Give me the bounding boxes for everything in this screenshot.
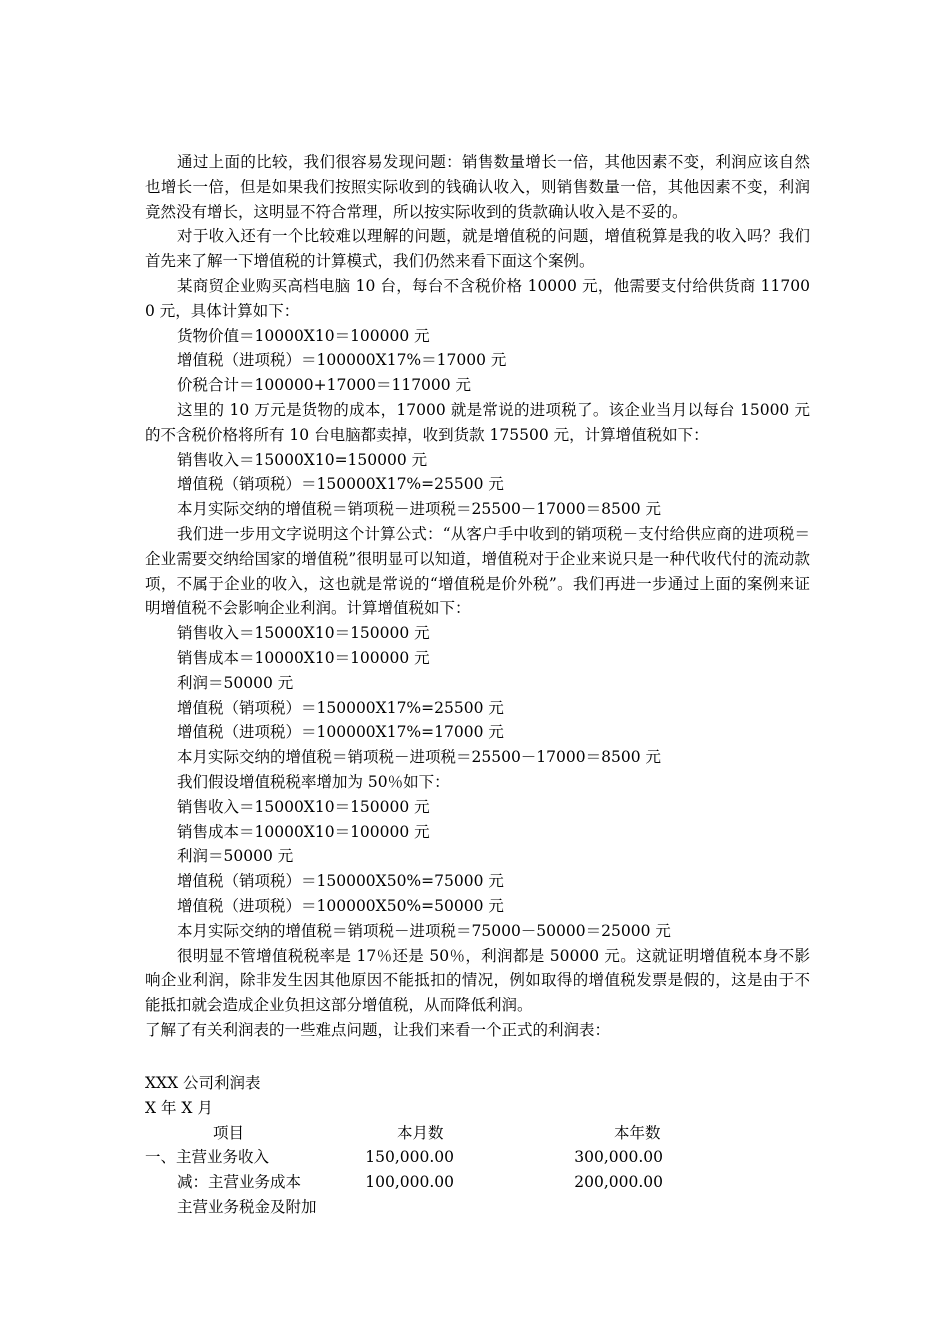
report-period: X 年 X 月 xyxy=(145,1098,213,1117)
report-row xyxy=(145,1170,810,1195)
report-header-row xyxy=(145,1121,810,1146)
paragraph: 货物价值＝10000X10＝100000 元 xyxy=(177,326,430,345)
row-month: 100,000.00 xyxy=(365,1173,454,1192)
paragraph: 销售成本＝10000X10＝100000 元 xyxy=(177,648,430,667)
paragraph: 通过上面的比较，我们很容易发现问题：销售数量增长一倍，其他因素不变，利润应该自然也增长一倍，但是如果我们按照实际收到的钱确认收入，则销售数量一倍，其他因素不变，利润竟然没有增长，这明显不符合常理，所以按实际收到的货款确认收入是不妥的。 xyxy=(145,153,810,221)
paragraph: 增值税（销项税）＝150000X17%=25500 元 xyxy=(177,698,504,717)
paragraph: 我们进一步用文字说明这个计算公式：“从客户手中收到的销项税－支付给供应商的进项税＝企业需要交纳给国家的增值税”很明显可以知道，增值税对于企业来说只是一种代收代付的流动款项，不属于企业的收入，这也就是常说的“增值税是价外税”。我们再进一步通过上面的案例来证明增值税不会影响企业利润。计算增值税如下： xyxy=(145,524,810,618)
paragraph: 增值税（进项税）＝100000X17%＝17000 元 xyxy=(177,351,507,370)
paragraph: 销售成本＝10000X10＝100000 元 xyxy=(177,822,430,841)
paragraph: 增值税（进项税）＝100000X50%=50000 元 xyxy=(177,896,504,915)
paragraph: 销售收入＝15000X10＝150000 元 xyxy=(177,797,430,816)
paragraph: 对于收入还有一个比较难以理解的问题，就是增值税的问题，增值税算是我的收入吗？我们首先来了解一下增值税的计算模式，我们仍然来看下面这个案例。 xyxy=(145,227,810,271)
paragraph: 增值税（进项税）＝100000X17%=17000 元 xyxy=(177,723,504,742)
report-title: XXX 公司利润表 xyxy=(145,1074,261,1092)
row-month: 150,000.00 xyxy=(365,1148,454,1167)
paragraph: 销售收入＝15000X10＝150000 元 xyxy=(177,624,430,643)
paragraph: 价税合计＝100000+17000＝117000 元 xyxy=(177,376,472,395)
paragraph: 本月实际交纳的增值税＝销项税－进项税＝75000－50000＝25000 元 xyxy=(177,921,671,940)
paragraph: 我们假设增值税税率增加为 50％如下： xyxy=(177,772,450,791)
paragraph: 利润＝50000 元 xyxy=(177,847,294,866)
report-row xyxy=(145,1195,810,1220)
paragraph: 利润＝50000 元 xyxy=(177,673,294,692)
income-statement xyxy=(145,1071,810,1220)
body-text xyxy=(145,150,810,1043)
paragraph: 销售收入＝15000X10=150000 元 xyxy=(177,450,428,469)
row-item: 主营业务税金及附加 xyxy=(177,1197,317,1216)
header-year: 本年数 xyxy=(614,1123,661,1142)
row-year: 300,000.00 xyxy=(574,1148,663,1167)
paragraph: 本月实际交纳的增值税＝销项税－进项税＝25500－17000＝8500 元 xyxy=(177,500,661,519)
paragraph: 增值税（销项税）＝150000X17%=25500 元 xyxy=(177,475,504,494)
paragraph: 某商贸企业购买高档电脑 10 台，每台不含税价格 10000 元，他需要支付给供货商 117000 元，具体计算如下： xyxy=(145,276,810,320)
row-year: 200,000.00 xyxy=(574,1173,663,1192)
paragraph: 本月实际交纳的增值税＝销项税－进项税＝25500－17000＝8500 元 xyxy=(177,748,661,767)
header-month: 本月数 xyxy=(397,1123,444,1142)
paragraph: 增值税（销项税）＝150000X50%=75000 元 xyxy=(177,872,504,891)
paragraph: 这里的 10 万元是货物的成本，17000 就是常说的进项税了。该企业当月以每台 15000 元的不含税价格将所有 10 台电脑都卖掉，收到货款 175500 元，计算增值税如下： xyxy=(145,400,810,444)
report-row xyxy=(145,1145,810,1170)
row-item: 一、主营业务收入 xyxy=(145,1148,270,1167)
paragraph: 了解了有关利润表的一些难点问题，让我们来看一个正式的利润表： xyxy=(145,1020,611,1039)
paragraph: 很明显不管增值税税率是 17％还是 50％，利润都是 50000 元。这就证明增值税本身不影响企业利润，除非发生因其他原因不能抵扣的情况，例如取得的增值税发票是假的，这是由于不能抵扣就会造成企业负担这部分增值税，从而降低利润。 xyxy=(145,946,810,1015)
header-item: 项目 xyxy=(213,1123,245,1142)
row-item: 减：主营业务成本 xyxy=(177,1173,302,1192)
